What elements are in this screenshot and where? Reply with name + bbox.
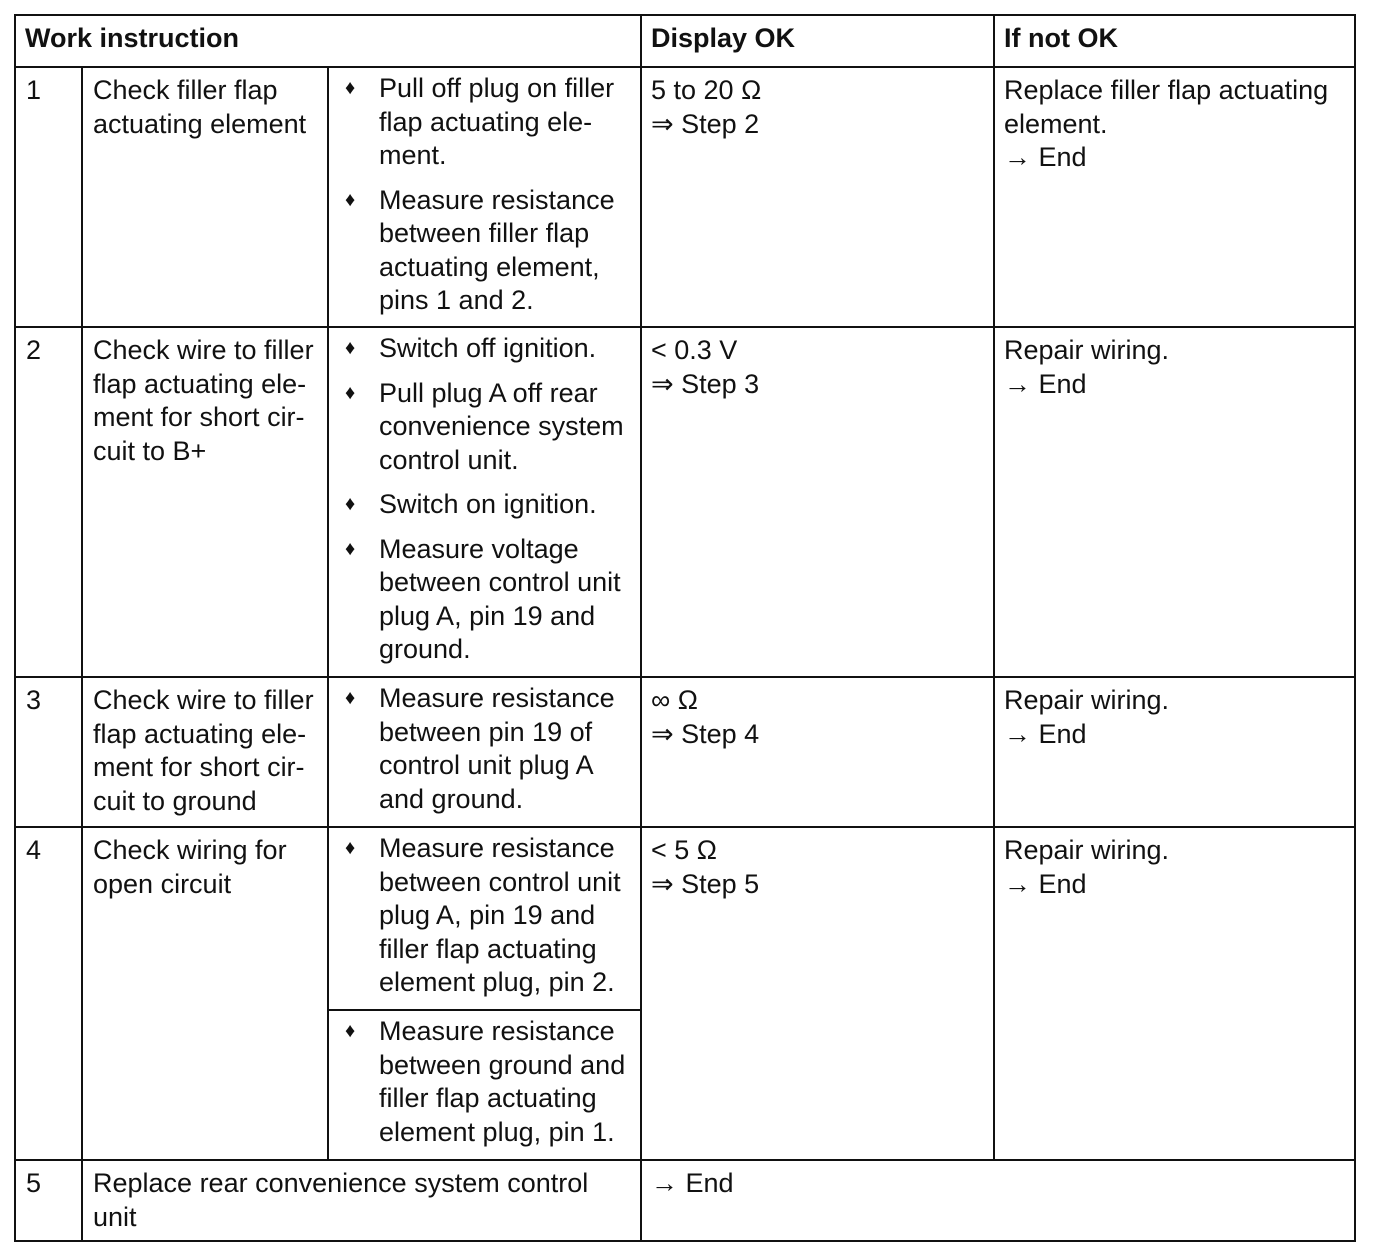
list-item: ♦ Switch off ignition. xyxy=(339,332,632,366)
ok-next-step: ⇒ Step 5 xyxy=(651,868,760,899)
diagnostic-table xyxy=(14,14,1356,1242)
not-ok-cell xyxy=(994,827,1355,1160)
step-number: 4 xyxy=(15,827,82,1160)
step-number: 2 xyxy=(15,327,82,677)
not-ok-cell xyxy=(994,327,1355,677)
step-instructions xyxy=(328,67,641,327)
not-ok-action: Repair wiring. xyxy=(1004,685,1170,715)
list-item: ♦ Switch on ignition. xyxy=(339,488,632,522)
ok-next-step: ⇒ Step 3 xyxy=(651,368,760,399)
list-item: ♦ Pull off plug on filler flap actuating ele-ment. xyxy=(345,73,615,170)
list-item: ♦ Measure resistance between ground and filler flap actuating element plug, pin 1. xyxy=(345,1016,626,1147)
list-item: ♦ Measure resistance between pin 19 of control unit plug A and ground. xyxy=(345,683,615,814)
display-ok-cell xyxy=(641,1160,1355,1241)
table-row xyxy=(15,327,1355,677)
table-row xyxy=(15,827,1355,1010)
step-instructions xyxy=(328,677,641,827)
diamond-bullet-icon: ♦ xyxy=(345,537,356,560)
not-ok-cell xyxy=(994,67,1355,327)
not-ok-next: → End xyxy=(1004,868,1087,899)
list-item: ♦ Measure resistance between control unit plug A, pin 19 and filler flap actuating element plug, pin 2. xyxy=(345,833,621,997)
step-action: Check wire to filler flap actuating ele-ment for short cir-cuit to B+ xyxy=(82,327,328,677)
diamond-bullet-icon: ♦ xyxy=(345,337,356,359)
diamond-bullet-icon: ♦ xyxy=(345,837,356,859)
diamond-bullet-icon: ♦ xyxy=(345,381,356,404)
not-ok-next: → End xyxy=(1004,718,1087,749)
step-action: Check wire to filler flap actuating ele-ment for short cir-cuit to ground xyxy=(82,677,328,827)
table-row xyxy=(15,67,1355,327)
not-ok-cell xyxy=(994,677,1355,827)
step-action: Check filler flap actuating element xyxy=(82,67,328,327)
step-number: 5 xyxy=(15,1160,82,1241)
display-ok-cell xyxy=(641,327,994,677)
diamond-bullet-icon: ♦ xyxy=(345,1020,356,1042)
step-action: Replace rear convenience system control unit xyxy=(82,1160,641,1241)
diamond-bullet-icon: ♦ xyxy=(345,77,356,99)
step-number: 3 xyxy=(15,677,82,827)
step-number: 1 xyxy=(15,67,82,327)
display-ok-cell xyxy=(641,827,994,1160)
list-item: ♦ Measure voltage between control unit plug A, pin 19 and ground. xyxy=(345,533,621,664)
list-item: ♦ Pull plug A off rear convenience system control unit. xyxy=(345,377,624,475)
ok-value: < 5 Ω xyxy=(651,835,717,865)
table-row xyxy=(15,677,1355,827)
display-ok-cell xyxy=(641,677,994,827)
diamond-bullet-icon: ♦ xyxy=(345,493,356,515)
ok-value: ∞ Ω xyxy=(651,685,698,715)
not-ok-next: → End xyxy=(1004,142,1087,172)
ok-value: 5 to 20 Ω xyxy=(651,75,762,105)
ok-next-step: ⇒ Step 2 xyxy=(651,108,760,139)
not-ok-action: Replace filler flap actuating element. xyxy=(1004,75,1329,139)
not-ok-next: → End xyxy=(1004,368,1087,399)
header-display-ok: Display OK xyxy=(641,15,994,67)
table-row xyxy=(15,1160,1355,1241)
ok-next-step: ⇒ Step 4 xyxy=(651,718,760,749)
diamond-bullet-icon: ♦ xyxy=(345,188,356,211)
header-if-not-ok: If not OK xyxy=(994,15,1355,67)
step-instructions xyxy=(328,327,641,677)
header-row xyxy=(15,15,1355,67)
header-work-instruction: Work instruction xyxy=(15,15,641,67)
step-instructions xyxy=(328,827,641,1010)
ok-value: < 0.3 V xyxy=(651,335,738,365)
not-ok-action: Repair wiring. xyxy=(1004,835,1170,865)
ok-next-step: → End xyxy=(651,1168,734,1198)
step-action: Check wiring for open circuit xyxy=(82,827,328,1160)
display-ok-cell xyxy=(641,67,994,327)
list-item: ♦ Measure resistance between filler flap actuating element, pins 1 and 2. xyxy=(345,184,615,315)
not-ok-action: Repair wiring. xyxy=(1004,335,1170,365)
diamond-bullet-icon: ♦ xyxy=(345,687,356,709)
step-instructions xyxy=(328,1010,641,1160)
